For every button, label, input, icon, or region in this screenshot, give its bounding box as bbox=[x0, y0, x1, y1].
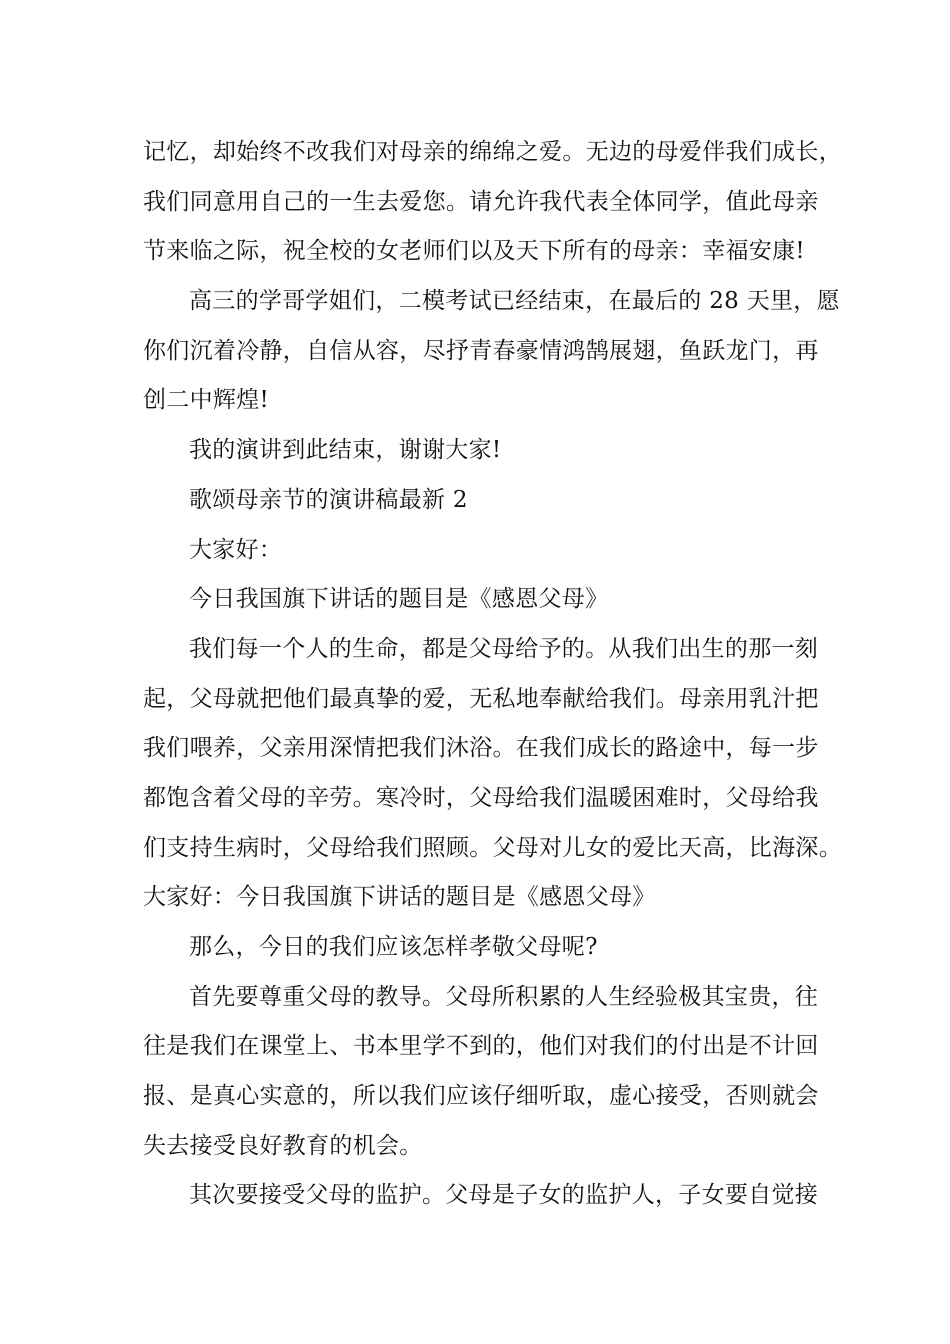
section-heading: 歌颂母亲节的演讲稿最新 2 bbox=[189, 486, 468, 513]
text-line: 起，父母就把他们最真挚的爱，无私地奉献给我们。母亲用乳汁把 bbox=[143, 685, 819, 712]
text-line: 你们沉着冷静，自信从容，尽抒青春豪情鸿鹄展翅，鱼跃龙门，再 bbox=[143, 337, 819, 364]
greeting-line: 大家好： bbox=[189, 536, 283, 563]
text-line: 我们每一个人的生命，都是父母给予的。从我们出生的那一刻 bbox=[189, 635, 819, 662]
text-line: 记忆，却始终不改我们对母亲的绵绵之爱。无边的母爱伴我们成长， bbox=[143, 139, 842, 165]
text-line: 创二中辉煌! bbox=[143, 387, 270, 414]
text-line: 都饱含着父母的辛劳。寒冷时，父母给我们温暖困难时，父母给我 bbox=[143, 784, 819, 811]
text-line: 其次要接受父母的监护。父母是子女的监护人，子女要自觉接 bbox=[189, 1182, 819, 1209]
text-line: 大家好：今日我国旗下讲话的题目是《感恩父母》 bbox=[143, 884, 656, 911]
text-line: 我们喂养，父亲用深情把我们沐浴。在我们成长的路途中，每一步 bbox=[143, 735, 819, 762]
text-line: 报、是真心实意的，所以我们应该仔细听取，虚心接受，否则就会 bbox=[143, 1083, 819, 1110]
text-line: 节来临之际，祝全校的女老师们以及天下所有的母亲：幸福安康! bbox=[143, 238, 805, 265]
text-line: 高三的学哥学姐们，二模考试已经结束，在最后的 28 天里，愿 bbox=[189, 288, 840, 315]
text-line: 们支持生病时，父母给我们照顾。父母对儿女的爱比天高，比海深。 bbox=[143, 834, 842, 861]
text-line: 那么，今日的我们应该怎样孝敬父母呢? bbox=[189, 934, 598, 960]
text-line: 今日我国旗下讲话的题目是《感恩父母》 bbox=[189, 586, 609, 613]
text-line: 失去接受良好教育的机会。 bbox=[143, 1132, 423, 1159]
text-line: 我的演讲到此结束，谢谢大家! bbox=[189, 437, 502, 464]
text-line: 往是我们在课堂上、书本里学不到的，他们对我们的付出是不计回 bbox=[143, 1033, 819, 1060]
text-line: 首先要尊重父母的教导。父母所积累的人生经验极其宝贵，往 bbox=[189, 983, 819, 1010]
text-line: 我们同意用自己的一生去爱您。请允许我代表全体同学，值此母亲 bbox=[143, 188, 819, 215]
document-body bbox=[143, 128, 842, 1221]
